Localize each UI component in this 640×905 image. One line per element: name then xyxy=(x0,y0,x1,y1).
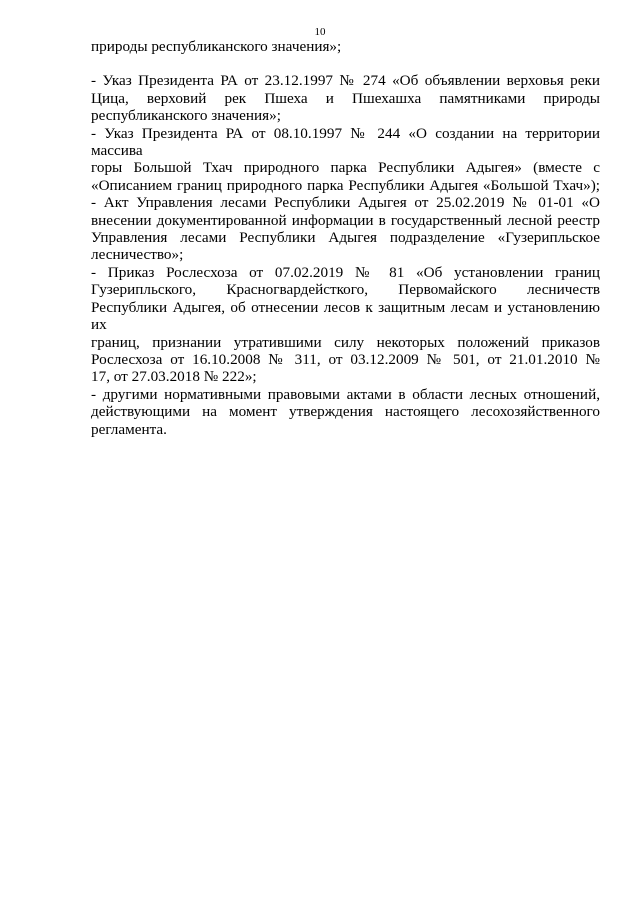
text-line: действующими на момент утверждения настоящего лесохозяйственного xyxy=(91,403,600,421)
text-line: 17, от 27.03.2018 № 222»; xyxy=(91,368,257,386)
text-line: границ, признании утратившими силу некоторых положений приказов xyxy=(91,333,600,351)
list-item-other-acts xyxy=(91,386,600,438)
text-line: - Приказ Рослесхоза от 07.02.2019 № 81 «Об установлении границ xyxy=(91,263,600,281)
list-item-decree-244 xyxy=(91,125,600,195)
text-line: Управления лесами Республики Адыгея подразделение «Гузерипльское xyxy=(91,229,600,247)
document-body xyxy=(91,38,600,438)
paragraph-gap xyxy=(91,55,600,72)
text-line: природы республиканского значения»; xyxy=(91,38,342,55)
text-line: республиканского значения»; xyxy=(91,107,281,125)
text-line: - другими нормативными правовыми актами в области лесных отношений, xyxy=(91,385,600,403)
text-line: - Акт Управления лесами Республики Адыгея от 25.02.2019 № 01-01 «О xyxy=(91,194,600,212)
text-line: Республики Адыгея, об отнесении лесов к защитным лесам и установлению их xyxy=(91,298,600,334)
text-line: - Указ Президента РА от 23.12.1997 № 274 «Об объявлении верховья реки xyxy=(91,72,600,90)
text-line: Гузерипльского, Красногвардейсткого, Первомайского лесничеств xyxy=(91,281,600,299)
page-number: 10 xyxy=(314,26,326,38)
paragraph-continuation xyxy=(91,38,600,55)
text-line: лесничество»; xyxy=(91,246,184,264)
text-line: «Описанием границ природного парка Республики Адыгея «Большой Тхач»); xyxy=(91,176,600,194)
text-line: горы Большой Тхач природного парка Республики Адыгея» (вместе с xyxy=(91,159,600,177)
text-line: Цица, верховий рек Пшеха и Пшехашха памятниками природы xyxy=(91,89,600,107)
text-line: регламента. xyxy=(91,420,167,438)
list-item-order-81 xyxy=(91,264,600,386)
list-item-forest-act xyxy=(91,194,600,264)
text-line: внесении документированной информации в государственный лесной реестр xyxy=(91,211,600,229)
text-line: Рослесхоза от 16.10.2008 № 311, от 03.12.2009 № 501, от 21.01.2010 № xyxy=(91,350,600,368)
list-item-decree-274 xyxy=(91,72,600,124)
text-line: - Указ Президента РА от 08.10.1997 № 244 «О создании на территории массива xyxy=(91,124,600,160)
